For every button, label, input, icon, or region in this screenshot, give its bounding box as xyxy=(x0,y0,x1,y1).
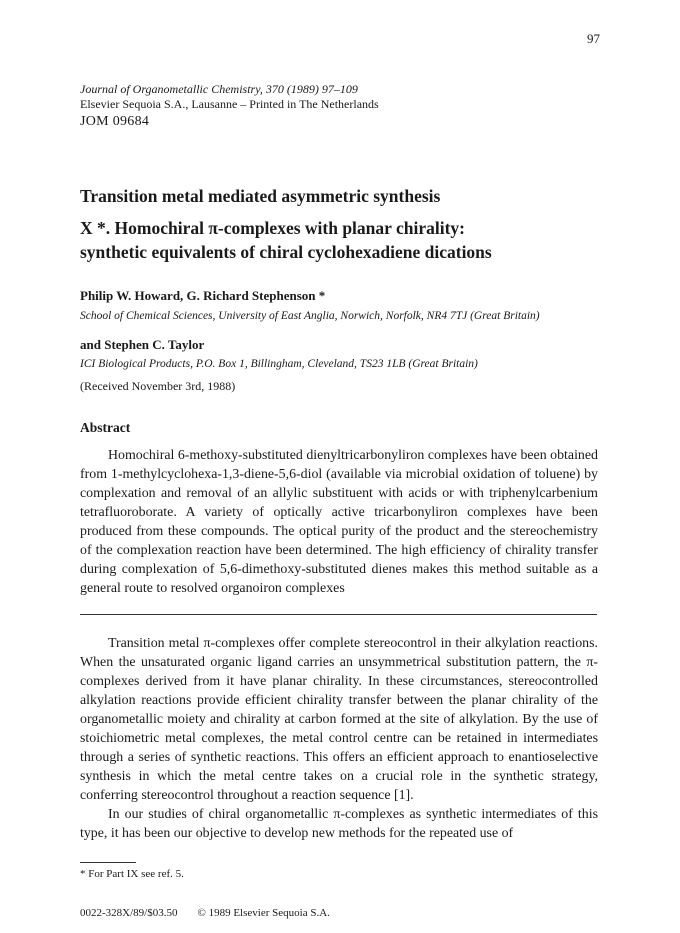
copyright-notice: © 1989 Elsevier Sequoia S.A. xyxy=(197,907,330,919)
abstract-heading: Abstract xyxy=(80,420,131,435)
body-paragraph-1: Transition metal π-complexes offer complete stereocontrol in their alkylation reactions. When the unsaturated organic ligand carries an unsymmetrical substitution pattern, the π-complexes derived from it have planar chirality. In these circumstances, stereocontrolled alkylation reactions provide efficient chirality transfer between the planar chirality of the organometallic moiety and chirality at carbon formed at the site of alkylation. By the use of stoichiometric metal complexes, the metal control centre can be retained in intermediates through a series of synthetic reactions. This offers an efficient approach to enantioselective synthesis in which the metal centre takes on a crucial role in the synthetic strategy, conferring stereocontrol throughout a reaction sequence [1]. xyxy=(80,636,598,803)
issn-price: 0022-328X/89/$03.50 xyxy=(80,907,178,919)
received-date: (Received November 3rd, 1988) xyxy=(80,379,236,393)
authors-secondary: and Stephen C. Taylor xyxy=(80,337,205,352)
jom-code: JOM 09684 xyxy=(80,114,150,129)
abstract-body: Homochiral 6-methoxy-substituted dienyltricarbonyliron complexes have been obtained from 1-methylcyclohexa-1,3-diene-5,6-diol (available via microbial oxidation of toluene) by complexation and removal of an allylic substituent with acids or with triphenylcarbenium tetrafluoroborate. A variety of optically active tricarbonyliron complexes have been produced from these compounds. The optical purity of the product and the stereochemistry of the complexation reaction have been determined. The high efficiency of chirality transfer during complexation of 5,6-dimethoxy-substituted dienes makes this method suitable as a general route to resolved organoiron complexes xyxy=(80,448,598,596)
title-line-3: synthetic equivalents of chiral cyclohexadiene dications xyxy=(80,242,492,262)
abstract-divider xyxy=(80,614,597,615)
article-title xyxy=(80,184,640,264)
copyright-line xyxy=(80,907,330,919)
journal-citation xyxy=(80,82,379,112)
affiliation-secondary: ICI Biological Products, P.O. Box 1, Billingham, Cleveland, TS23 1LB (Great Britain) xyxy=(80,358,478,370)
affiliation-primary: School of Chemical Sciences, University of East Anglia, Norwich, Norfolk, NR4 7TJ (Great Britain) xyxy=(80,310,540,322)
authors-primary: Philip W. Howard, G. Richard Stephenson * xyxy=(80,288,326,303)
body-paragraph-2: In our studies of chiral organometallic π-complexes as synthetic intermediates of this type, it has been our objective to develop new methods for the repeated use of xyxy=(80,807,598,841)
page-number: 97 xyxy=(587,31,600,46)
title-line-2: X *. Homochiral π-complexes with planar chirality: xyxy=(80,218,465,238)
title-series-line: Transition metal mediated asymmetric synthesis xyxy=(80,186,441,206)
footnote-divider xyxy=(80,862,136,863)
publisher-line: Elsevier Sequoia S.A., Lausanne – Printed in The Netherlands xyxy=(80,97,379,111)
journal-name-line: Journal of Organometallic Chemistry, 370 (1989) 97–109 xyxy=(80,82,358,96)
footnote: * For Part IX see ref. 5. xyxy=(80,868,184,880)
